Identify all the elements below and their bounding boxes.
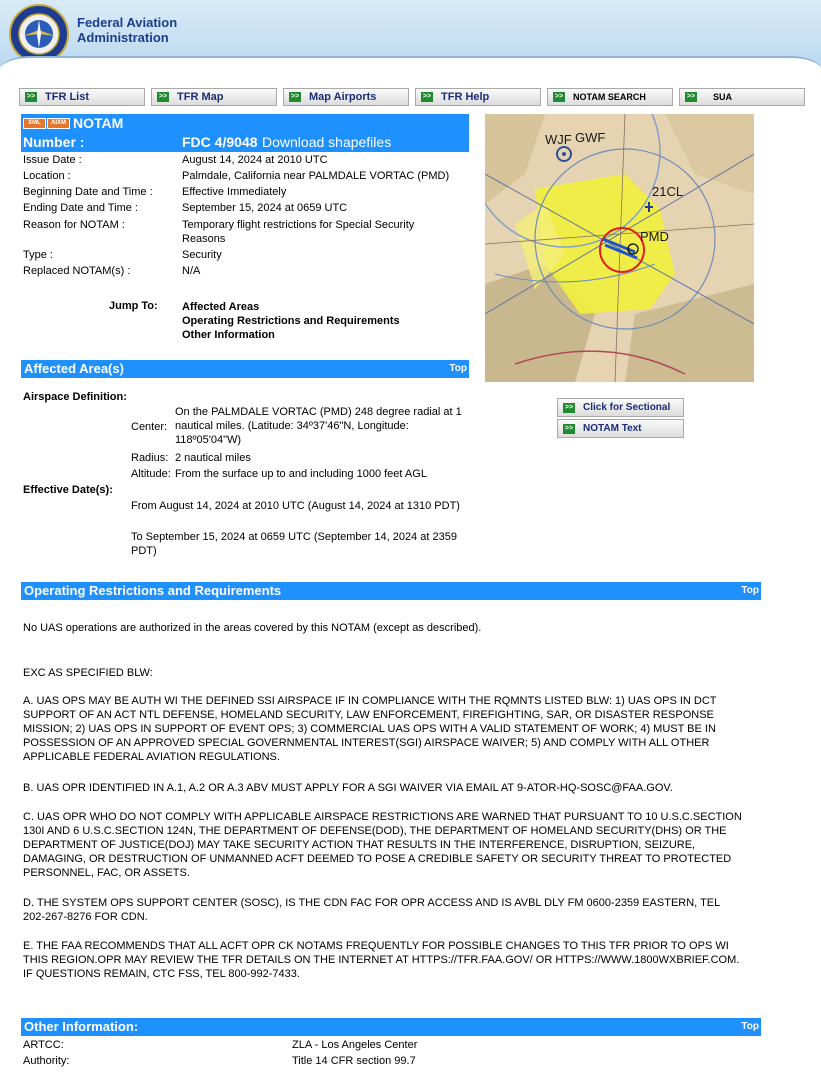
- notam-header: [21, 114, 469, 152]
- restriction-paragraph: EXC AS SPECIFIED BLW:: [23, 667, 153, 679]
- center-value: On the PALMDALE VORTAC (PMD) 248 degree radial at 1 nautical miles. (Latitude: 34º37'46"N, Longitude: 118º05'04"W): [175, 406, 462, 446]
- arrow-icon: >>: [26, 93, 36, 100]
- agency-name[interactable]: [77, 15, 177, 45]
- nav-tfr-map[interactable]: [151, 88, 277, 106]
- effective-to: To September 15, 2024 at 0659 UTC (September 14, 2024 at 2359 PDT): [131, 531, 457, 557]
- agency-line-2: Administration: [77, 30, 169, 45]
- authority-value: Title 14 CFR section 99.7: [292, 1055, 416, 1067]
- field-location: [23, 169, 450, 183]
- field-issue-date: [23, 153, 328, 167]
- effective-from: From August 14, 2024 at 2010 UTC (August 14, 2024 at 1310 PDT): [131, 500, 460, 512]
- nav-label: SUA: [713, 92, 733, 102]
- jump-links: [182, 300, 400, 342]
- field-label: Location :: [23, 170, 71, 182]
- center-label: Center:: [131, 421, 168, 433]
- field-ending: [23, 201, 348, 215]
- operating-restrictions-bar: [21, 582, 761, 600]
- field-label: Issue Date :: [23, 154, 82, 166]
- restriction-paragraph: B. UAS OPR IDENTIFIED IN A.1, A.2 OR A.3 ABV MUST APPLY FOR A SGI WAIVER VIA EMAIL AT 9-ATOR-HQ-SOSC@FAA.GOV.: [23, 782, 673, 794]
- other-information-title: Other Information:: [24, 1019, 139, 1034]
- field-value: Security: [182, 249, 222, 261]
- nav-notam-search[interactable]: [547, 88, 673, 106]
- artcc-label: ARTCC:: [23, 1039, 64, 1051]
- field-label: Beginning Date and Time :: [23, 186, 153, 198]
- top-link[interactable]: Top: [449, 363, 467, 374]
- arrow-icon: >>: [158, 93, 168, 100]
- field-reason: [23, 218, 415, 245]
- field-value: August 14, 2024 at 2010 UTC: [182, 154, 328, 166]
- field-value: N/A: [182, 265, 201, 277]
- field-label: Type :: [23, 249, 53, 261]
- field-replaced: [23, 264, 201, 278]
- jump-affected-areas-link[interactable]: Affected Areas: [182, 301, 260, 313]
- uas-intro: No UAS operations are authorized in the areas covered by this NOTAM (except as described).: [23, 622, 482, 634]
- field-label: Ending Date and Time :: [23, 202, 138, 214]
- artcc-value: ZLA - Los Angeles Center: [292, 1039, 418, 1051]
- notam-number: FDC 4/9048: [182, 134, 258, 150]
- affected-areas-title: Affected Area(s): [24, 361, 124, 376]
- arrow-icon: >>: [290, 93, 300, 100]
- map-label-21cl: 21CL: [652, 184, 684, 199]
- faa-seal-icon[interactable]: [9, 4, 69, 64]
- authority-label: Authority:: [23, 1055, 70, 1067]
- jump-to-label: Jump To:: [109, 300, 158, 312]
- notam-text-button[interactable]: [557, 419, 684, 438]
- jump-operating-link[interactable]: Operating Restrictions and Requirements: [182, 315, 400, 327]
- nav-sua[interactable]: [679, 88, 805, 106]
- field-label: Replaced NOTAM(s) :: [23, 265, 131, 277]
- arrow-icon: >>: [686, 93, 696, 100]
- affected-areas-bar: [21, 360, 469, 378]
- button-label: NOTAM Text: [583, 423, 642, 434]
- map-label-pmd: PMD: [640, 229, 669, 244]
- xml-format-icon[interactable]: XML: [23, 118, 46, 129]
- field-value: Palmdale, California near PALMDALE VORTAC (PMD): [182, 170, 450, 182]
- restriction-paragraph: E. THE FAA RECOMMENDS THAT ALL ACFT OPR CK NOTAMS FREQUENTLY FOR POSSIBLE CHANGES TO THIS TFR PRIOR TO OPS WI THIS REGION.OPR MAY REVIEW THE TFR DETAILS ON THE INTERNET AT HTTPS://TFR.FAA.GOV/ OR HTTPS://WWW.1800WXBRIEF.COM. IF QUESTIONS REMAIN, CTC FSS, TEL 800-992-7433.: [23, 940, 740, 980]
- aixm-format-icon[interactable]: AIXM: [47, 118, 70, 129]
- field-value: September 15, 2024 at 0659 UTC: [182, 202, 348, 214]
- arrow-icon: >>: [564, 424, 574, 432]
- download-shapefiles-link[interactable]: Download shapefiles: [262, 134, 392, 150]
- click-for-sectional-button[interactable]: [557, 398, 684, 417]
- field-label: Reason for NOTAM :: [23, 219, 125, 231]
- restriction-paragraph: A. UAS OPS MAY BE AUTH WI THE DEFINED SSI AIRSPACE IF IN COMPLIANCE WITH THE RQMNTS LISTED BLW: 1) UAS OPS IN DCT SUPPORT OF AN ACT NTL DEFENSE, HOMELAND SECURITY, LAW ENFORCEMENT, FIREFIGHTING, SAR, OR DISASTER RESPONSE MISSION; 2) UAS OPS IN SUPPORT OF EVENT OPS; 3) COMMERCIAL UAS OPS WITH A VALID STATEMENT OF WORK; 4) MUST BE IN POSSESSION OF AN APPROVED SPECIAL GOVERNMENTAL INTEREST(SGI) AIRSPACE WAIVER; 5) AND COMPLY WITH ALL OTHER APPLICABLE FEDERAL AVIATION REGULATIONS.: [23, 695, 717, 763]
- airspace-definition-label: Airspace Definition:: [23, 391, 127, 403]
- jump-other-info-link[interactable]: Other Information: [182, 329, 275, 341]
- number-label: Number :: [23, 134, 85, 150]
- arrow-icon: >>: [554, 93, 564, 100]
- nav-map-airports[interactable]: [283, 88, 409, 106]
- nav-label: TFR List: [45, 91, 89, 103]
- arrow-icon: >>: [422, 93, 432, 100]
- restriction-paragraph: D. THE SYSTEM OPS SUPPORT CENTER (SOSC), IS THE CDN FAC FOR OPR ACCESS AND IS AVBL DLY FM 0600-2359 EASTERN, TEL 202-267-8276 FOR CDN.: [23, 897, 720, 923]
- nav-label: Map Airports: [309, 91, 377, 103]
- radius-value: 2 nautical miles: [175, 452, 251, 464]
- notam-title: NOTAM: [73, 115, 124, 131]
- nav-tfr-help[interactable]: [415, 88, 541, 106]
- other-information-bar: [21, 1018, 761, 1036]
- map-label-wjf: WJF: [545, 132, 572, 147]
- nav-label: TFR Help: [441, 91, 490, 103]
- top-link[interactable]: Top: [741, 585, 759, 596]
- field-type: [23, 248, 222, 262]
- agency-line-1: Federal Aviation: [77, 15, 178, 30]
- nav-tfr-list[interactable]: [19, 88, 145, 106]
- header-divider: [0, 56, 821, 82]
- field-value: Effective Immediately: [182, 186, 287, 198]
- effective-dates-label: Effective Date(s):: [23, 484, 113, 496]
- restriction-paragraph: C. UAS OPR WHO DO NOT COMPLY WITH APPLICABLE AIRSPACE RESTRICTIONS ARE WARNED THAT PURSUANT TO 10 U.S.C.SECTION 130I AND 6 U.S.C.SECTION 124N, THE DEPARTMENT OF DEFENSE(DOD), THE DEPARTMENT OF HOMELAND SECURITY(DHS) OR THE DEPARTMENT OF JUSTICE(DOJ) MAY TAKE SECURITY ACTION THAT RESULTS IN THE INTERFERENCE, DISRUPTION, SEIZURE, DAMAGING, OR DESTRUCTION OF UNMANNED ACFT DEEMED TO POSE A CREDIBLE SAFETY OR SECURITY THREAT TO PROTECTED PERSONNEL, FAC, OR ASSETS.: [23, 811, 742, 879]
- field-value: Temporary flight restrictions for Special Security Reasons: [182, 219, 415, 245]
- sectional-map[interactable]: [485, 114, 754, 382]
- top-link[interactable]: Top: [741, 1021, 759, 1032]
- arrow-icon: >>: [564, 403, 574, 411]
- altitude-value: From the surface up to and including 1000 feet AGL: [175, 468, 427, 480]
- radius-label: Radius:: [131, 452, 169, 464]
- nav-label: NOTAM SEARCH: [573, 92, 646, 102]
- operating-restrictions-title: Operating Restrictions and Requirements: [24, 583, 282, 598]
- button-label: Click for Sectional: [583, 402, 671, 413]
- altitude-label: Altitude:: [131, 468, 171, 480]
- nav-label: TFR Map: [177, 91, 224, 103]
- field-beginning: [23, 185, 287, 199]
- map-label-gwf: GWF: [575, 130, 606, 145]
